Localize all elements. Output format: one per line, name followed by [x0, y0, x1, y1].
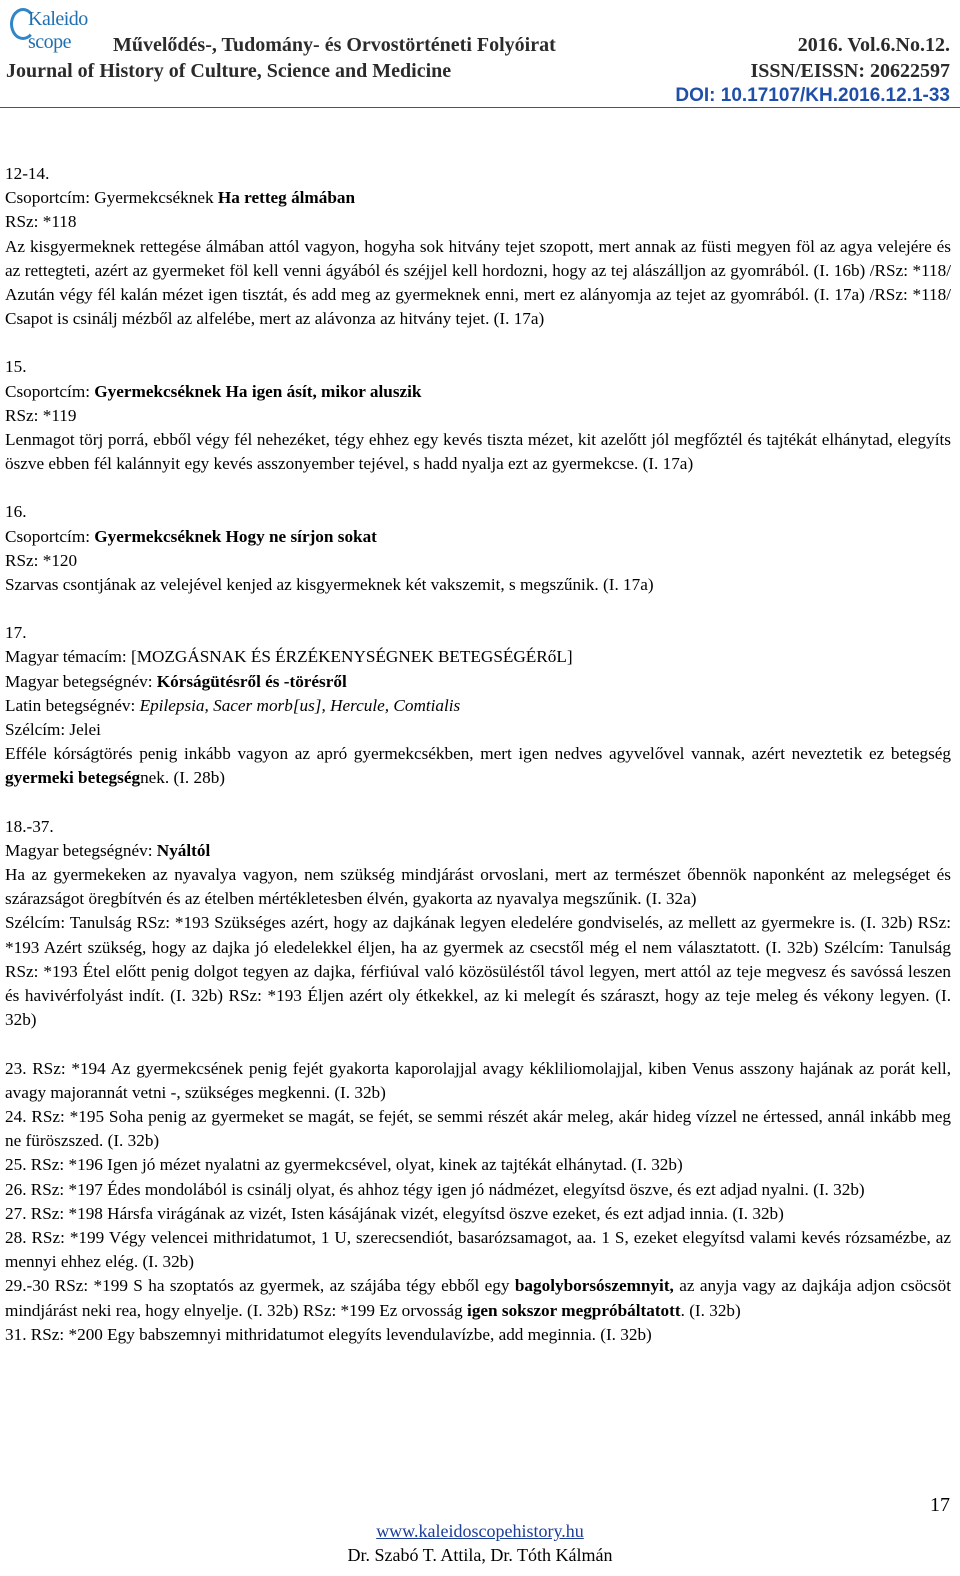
group-title: Csoportcím: Gyermekcséknek Hogy ne sírjon sokat	[5, 526, 377, 546]
margin-title: Szélcím: Jelei	[5, 720, 101, 740]
section-number: 16.	[5, 502, 27, 522]
section-text: Az kisgyermeknek rettegése álmában attól vagyon, hogyha sok hitvány tejet szopott, mert annak az füsti megyen föl az agya velejére és az rettegteti, azért az gyermeket föl kell venni ágyából és széjjel kell hordozni, hogy az tej alászálljon az gyomrából. (I. 16b) /RSz: *118/ Azután végy fél kalán mézet igen tisztát, és add meg az gyermeknek enni, mert ez alányomja az tejet az gyomrából. (I. 17a) /RSz: *118/ Csapot is csinálj mézből az alfelébe, mert az alávonza az hitvány tejet. (I. 17a)	[5, 236, 951, 329]
journal-header	[0, 0, 960, 108]
kaleidoscope-logo	[6, 2, 116, 53]
journal-title-en: Journal of History of Culture, Science and Medicine	[6, 60, 452, 82]
section-number: 18.-37.	[5, 816, 54, 836]
disease-name: Magyar betegségnév: Nyáltól	[5, 840, 211, 860]
recipe-item: 28. RSz: *199 Végy velencei mithridatumot, 1 U, szerecsendiót, basarózsamagot, aa. 1 S, ezeket elegyítsd valami kevés rózsamézbe, az mennyi ehhez elég. (I. 32b)	[5, 1227, 951, 1272]
article-body	[5, 162, 951, 1347]
section-text: Ha az gyermekeken az nyavalya vagyon, nem szükség mindjárást orvoslani, mert az természet őbennök naponként az melegséget és szárazságot öregbítvén és az ételben mértékletesben élvén, gyakorta az nyavalya megszűnik. (I. 32a)	[5, 865, 951, 909]
group-title: Csoportcím: Gyermekcséknek Ha igen ásít, mikor aluszik	[5, 381, 422, 401]
theme-title: Magyar témacím: [MOZGÁSNAK ÉS ÉRZÉKENYSÉGNEK BETEGSÉGÉRőL]	[5, 647, 573, 667]
recipe-item: 25. RSz: *196 Igen jó mézet nyalatni az gyermekcsével, olyat, kinek az tajtékát elhánytad. (I. 32b)	[5, 1155, 683, 1175]
recipe-item: 31. RSz: *200 Egy babszemnyi mithridatumot elegyíts levendulavízbe, add meginnia. (I. 32b)	[5, 1324, 652, 1344]
doi-link[interactable]: DOI: 10.17107/KH.2016.12.1-33	[675, 85, 950, 106]
section-text: Szarvas csontjának az velejével kenjed az kisgyermeknek két vakszemit, s megszűnik. (I. 17a)	[5, 575, 654, 595]
recipe-item: 23. RSz: *194 Az gyermekcsének penig fejét gyakorta kaporolajjal avagy kékliliomolajjal, kiben Venus asszony hajának az porát kell, avagy majorannát vetni -, szükséges megkenni. (I. 32b)	[5, 1058, 951, 1102]
section-number: 17.	[5, 623, 27, 643]
page-number: 17	[930, 1494, 950, 1516]
disease-name: Magyar betegségnév: Kórságütésről és -törésről	[5, 671, 347, 691]
section-text: Szélcím: Tanulság RSz: *193 Szükséges azért, hogy az dajkának legyen eledelére gondviselés, az mellett az gyermekre is. (I. 32b) RSz: *193 Azért szükség, hogy az dajka jó eledelekkel éljen, ha az gyermek az csecstől még el nem választatott. (I. 32b) Szélcím: Tanulság RSz: *193 Étel előtt penig dolgot tegyen az dajka, férfiúval való közösüléstől távol legyen, mert attól az teje megvesz és savóssá leszen és havivérfolyást indít. (I. 32b) RSz: *193 Éljen azért oly étkekkel, az ki melegít és száraszt, hogy az teje meleg és vékony legyen. (I. 32b)	[5, 913, 951, 1030]
section-text: Efféle kórságtörés penig inkább vagyon az apró gyermekcsékben, mert igen nedves agyvelővel vannak, azért neveztetik ez betegség gyermeki betegségnek. (I. 28b)	[5, 744, 951, 788]
logo-text: Kaleido scope	[28, 8, 88, 53]
recipe-item: 26. RSz: *197 Édes mondolából is csinálj olyat, és ahhoz tégy igen jó nádmézet, elegyítsd öszve, és ezt adjad nyalni. (I. 32b)	[5, 1179, 865, 1199]
rsz-ref: RSz: *119	[5, 405, 77, 425]
footer-authors: Dr. Szabó T. Attila, Dr. Tóth Kálmán	[347, 1545, 613, 1565]
website-link[interactable]: www.kaleidoscopehistory.hu	[376, 1521, 584, 1541]
rsz-ref: RSz: *118	[5, 212, 77, 232]
journal-title-hu: Művelődés-, Tudomány- és Orvostörténeti Folyóirat	[113, 34, 556, 56]
recipe-item: 27. RSz: *198 Hársfa virágának az vizét, Isten kásájának vizét, elegyítsd öszve ezeket, és ezt adjad innia. (I. 32b)	[5, 1203, 784, 1223]
header-divider	[0, 107, 960, 108]
group-title: Csoportcím: Gyermekcséknek Ha retteg álmában	[5, 188, 356, 208]
latin-disease-name: Latin betegségnév: Epilepsia, Sacer morb[us], Hercule, Comtialis	[5, 695, 461, 715]
issn-info: ISSN/EISSN: 20622597	[750, 60, 950, 82]
section-number: 12-14.	[5, 164, 50, 183]
section-text: Lenmagot törj porrá, ebből végy fél nehezéket, tégy ehhez egy kevés tiszta mézet, kit azelőtt jól megfőztél és tajtékát elhánytad, elegyíts öszve ebben fél kalánnyit egy kevés asszonyember tejével, s hadd nyalja ezt az gyermekcse. (I. 17a)	[5, 430, 951, 474]
rsz-ref: RSz: *120	[5, 550, 78, 570]
recipe-item: 29.-30 RSz: *199 S ha szoptatós az gyermek, az szájába tégy ebből egy bagolyborsószemnyit, az anyja vagy az dajkája adjon csöcsöt mindjárást neki rea, hogy elnyelje. (I. 32b) RSz: *199 Ez orvosság igen sokszor megpróbáltatott. (I. 32b)	[5, 1276, 951, 1320]
section-number: 15.	[5, 357, 27, 377]
volume-info: 2016. Vol.6.No.12.	[797, 34, 950, 56]
recipe-item: 24. RSz: *195 Soha penig az gyermeket se magát, se fejét, se semmi részét akár meleg, akár hideg vízzel ne értessed, annál inkább meg ne füröszszed. (I. 32b)	[5, 1106, 951, 1151]
